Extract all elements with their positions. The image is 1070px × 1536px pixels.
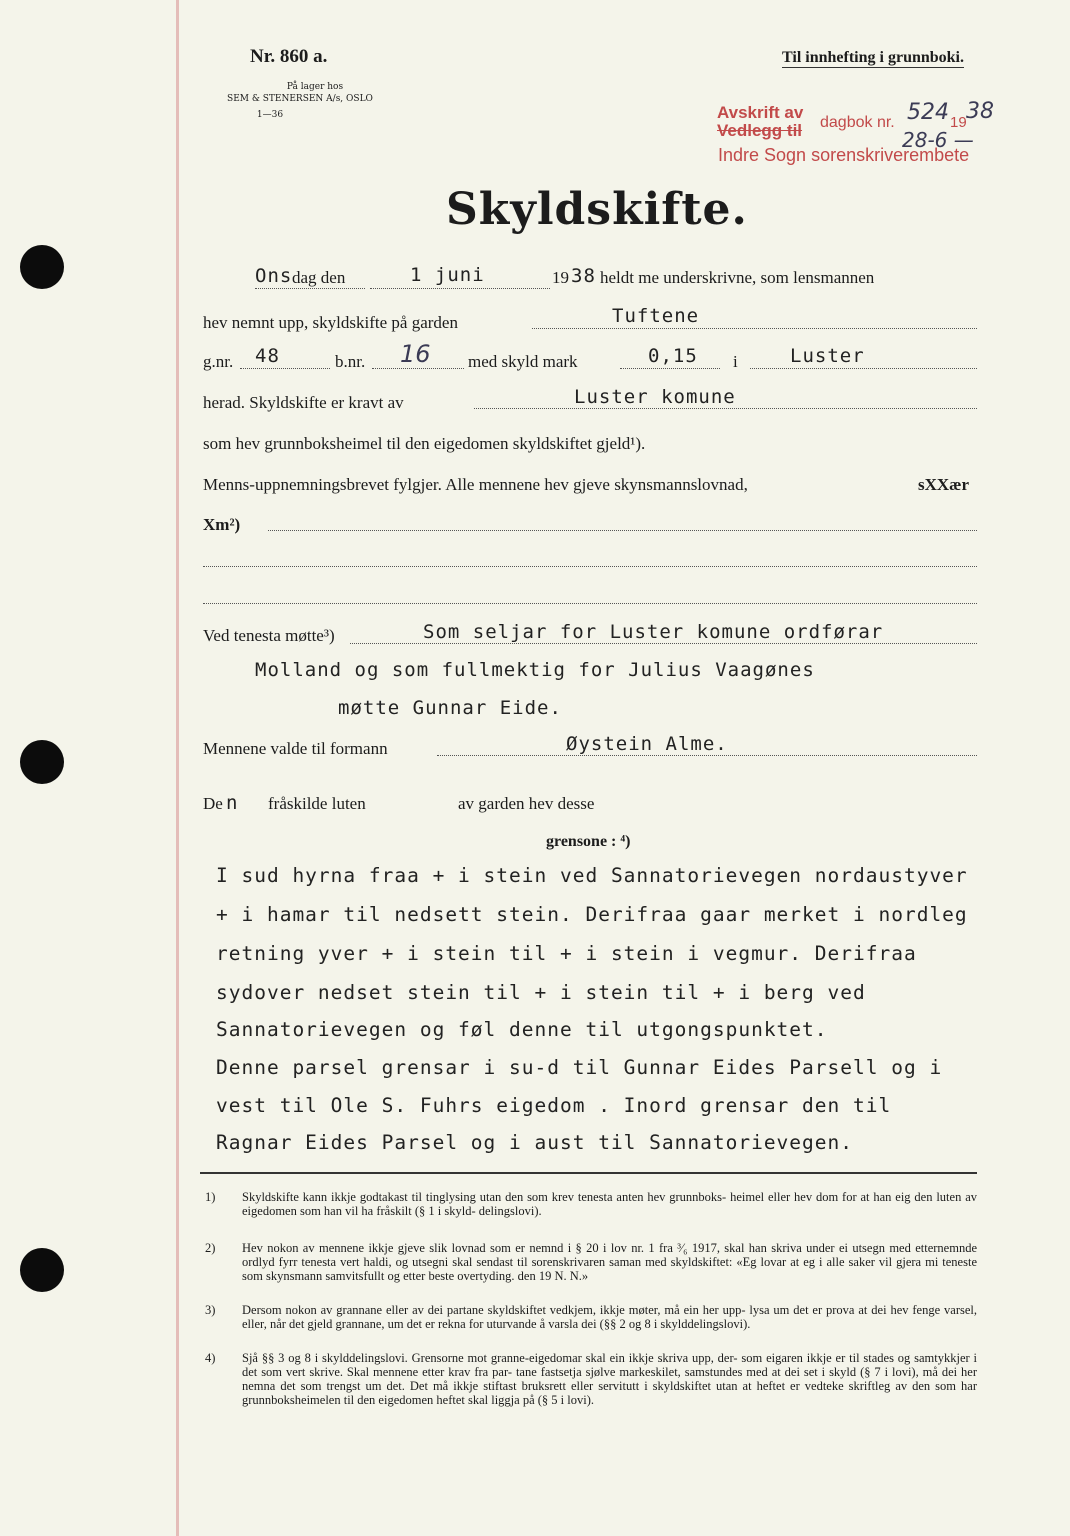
- boundary-line: I sud hyrna fraa + i stein ved Sannatorievegen nordaustyver: [216, 864, 968, 887]
- line6-text: Menns-uppnemningsbrevet fylgjer. Alle mennene hev gjeve skynsmannslovnad,: [203, 475, 748, 494]
- label-bnr: b.nr.: [335, 352, 366, 371]
- fill-line: [370, 288, 550, 289]
- label-garden: av garden hev desse: [458, 794, 595, 813]
- fill-line: [203, 566, 977, 567]
- boundary-line: Sannatorievegen og føl denne til utgongspunktet.: [216, 1018, 828, 1041]
- year-prefix: 19: [552, 268, 569, 287]
- publisher-date: 1—36: [256, 110, 284, 120]
- label-chairman: Mennene valde til formann: [203, 739, 388, 758]
- fill-line: [203, 603, 977, 604]
- struck-text: sXXær: [918, 475, 969, 494]
- footnote-number: 2): [205, 1241, 216, 1255]
- handwritten-date: 28-6 —: [902, 128, 974, 152]
- date-value: 1 juni: [410, 264, 485, 286]
- attach-note: Til innhefting i grunnboki.: [782, 49, 964, 66]
- publisher-note: På lager hos: [286, 82, 344, 92]
- footnote-number: 3): [205, 1303, 216, 1317]
- label-luten: fråskilde luten: [268, 794, 366, 813]
- farm-name: Tuftene: [612, 305, 700, 327]
- boundary-line: sydover nedset stein til + i stein til + i berg ved: [216, 981, 866, 1004]
- struck-text-2: Xm²): [203, 515, 241, 534]
- herad-value: Luster: [790, 345, 865, 367]
- boundary-line: retning yver + i stein til + i stein i vegmur. Derifraa: [216, 942, 917, 965]
- punch-hole: [20, 245, 64, 289]
- fill-line: [268, 530, 977, 531]
- stamp-attachment: Vedlegg til: [717, 121, 803, 140]
- boundary-line: vest til Ole S. Fuhrs eigedom . Inord grensar den til: [216, 1094, 892, 1117]
- label-n: n: [226, 792, 239, 814]
- label-i: i: [733, 352, 738, 371]
- attended-line1: Som seljar for Luster komune ordførar: [423, 621, 884, 643]
- stamp-office: Indre Sogn sorenskriverembete: [718, 145, 970, 165]
- attended-line3: møtte Gunnar Eide.: [338, 697, 562, 719]
- weekday: Ons: [255, 265, 293, 287]
- mark-value: 0,15: [648, 345, 698, 367]
- line5-text: som hev grunnboksheimel til den eigedomen skyldskiftet gjeld¹).: [203, 434, 646, 453]
- stamp-dagbok: dagbok nr.: [820, 114, 895, 131]
- year-value: 38: [571, 265, 596, 287]
- publisher: SEM & STENERSEN A/s, OSLO: [227, 94, 373, 104]
- fill-line: [437, 755, 977, 756]
- footnote-text: Dersom nokon av grannane eller av dei partane skyldskiftet vedkjem, ikkje møter, må ein her upp- lysa um det er prova at dei hev fenge varsel, eller, når det gjeld grannane, um det er rekna for uturvande å varsla dei (§§ 2 og 8 i skylddelingslovi).: [242, 1303, 977, 1331]
- fill-line: [350, 643, 977, 644]
- footnote-divider: [200, 1172, 977, 1174]
- punch-hole: [20, 740, 64, 784]
- line4-text: herad. Skyldskifte er kravt av: [203, 393, 404, 412]
- gnr-value: 48: [255, 345, 280, 367]
- fill-line: [240, 368, 330, 369]
- fill-line: [620, 368, 720, 369]
- margin-rule: [176, 0, 179, 1536]
- label-gnr: g.nr.: [203, 352, 234, 371]
- fill-line: [750, 368, 977, 369]
- label-attended: Ved tenesta møtte³): [203, 626, 335, 645]
- label-dagden: dag den: [292, 268, 346, 287]
- attended-line2: Molland og som fullmektig for Julius Vaagønes: [255, 659, 815, 681]
- footnote-text: Sjå §§ 3 og 8 i skylddelingslovi. Grensorne mot granne-eigedomar skal ein ikkje skriva upp, der- som eigaren ikkje er til stades og samtykkjer i det som vert skrive. Skal mennene etter krav fra par- tane fastsetja sjølve markeskilet, samstundes med at dei set i skyld (§ 7 i lovi), må dei her nemna det som trengst um det. Det må ikkje stiftast bruksrett eller servitutt i skyldskiftet utan at heftet er vedteke skriftleg av den som har grunnboksheimelen til den eigedomen heftet skal liggja på (§ 5 i lovi).: [242, 1351, 977, 1407]
- footnote-text: Hev nokon av mennene ikkje gjeve slik lovnad som er nemnd i § 20 i lov nr. 1 fra ³⁄₆ 1917, skal han skriva under ei utsegn med etternemnde ordlyd fyrr tenesta vert haldi, og utsegni skal sendast til sorenskrivaren saman med skyldskiftet: «Eg lovar at eg i alle saker vil gjera mi teneste som skynsmann samvitsfullt og etter beste overtyding. den 19 N. N.»: [242, 1241, 977, 1283]
- bnr-value: 16: [400, 340, 431, 368]
- line1-text: heldt me underskrivne, som lensmannen: [600, 268, 875, 287]
- form-number: Nr. 860 a.: [250, 46, 328, 67]
- line2-text: hev nemnt upp, skyldskifte på garden: [203, 313, 458, 332]
- label-de: De: [203, 794, 223, 813]
- chairman-value: Øystein Alme.: [566, 733, 728, 755]
- boundary-line: + i hamar til nedsett stein. Derifraa gaar merket i nordleg: [216, 903, 968, 926]
- stamp-year: 19: [950, 114, 967, 131]
- document-title: Skyldskifte.: [446, 184, 748, 235]
- footnote-text: Skyldskifte kann ikkje godtakast til tinglysing utan den som krev tenesta anten hev grunnboks- heimel eller hev dom for at han eig den luten av eigedomen som han vil ha fråskilt (§ 1 i skyld- delingslovi).: [242, 1190, 977, 1218]
- requester-value: Luster komune: [574, 386, 736, 408]
- label-skyld: med skyld mark: [468, 352, 578, 371]
- dagbok-number: 524: [907, 100, 949, 125]
- label-grensone: grensone : ⁴): [546, 833, 631, 850]
- footnote-number: 1): [205, 1190, 216, 1204]
- fill-line: [372, 368, 464, 369]
- year-suffix: 38: [966, 99, 994, 124]
- stamp-copy: Avskrift av: [717, 103, 804, 122]
- fill-line: [532, 328, 977, 329]
- fill-line: [474, 408, 977, 409]
- boundary-line: Denne parsel grensar i su-d til Gunnar Eides Parsell og i: [216, 1056, 943, 1079]
- fill-line: [255, 288, 365, 289]
- footnote-number: 4): [205, 1351, 216, 1365]
- punch-hole: [20, 1248, 64, 1292]
- boundary-line: Ragnar Eides Parsel og i aust til Sannatorievegen.: [216, 1131, 853, 1154]
